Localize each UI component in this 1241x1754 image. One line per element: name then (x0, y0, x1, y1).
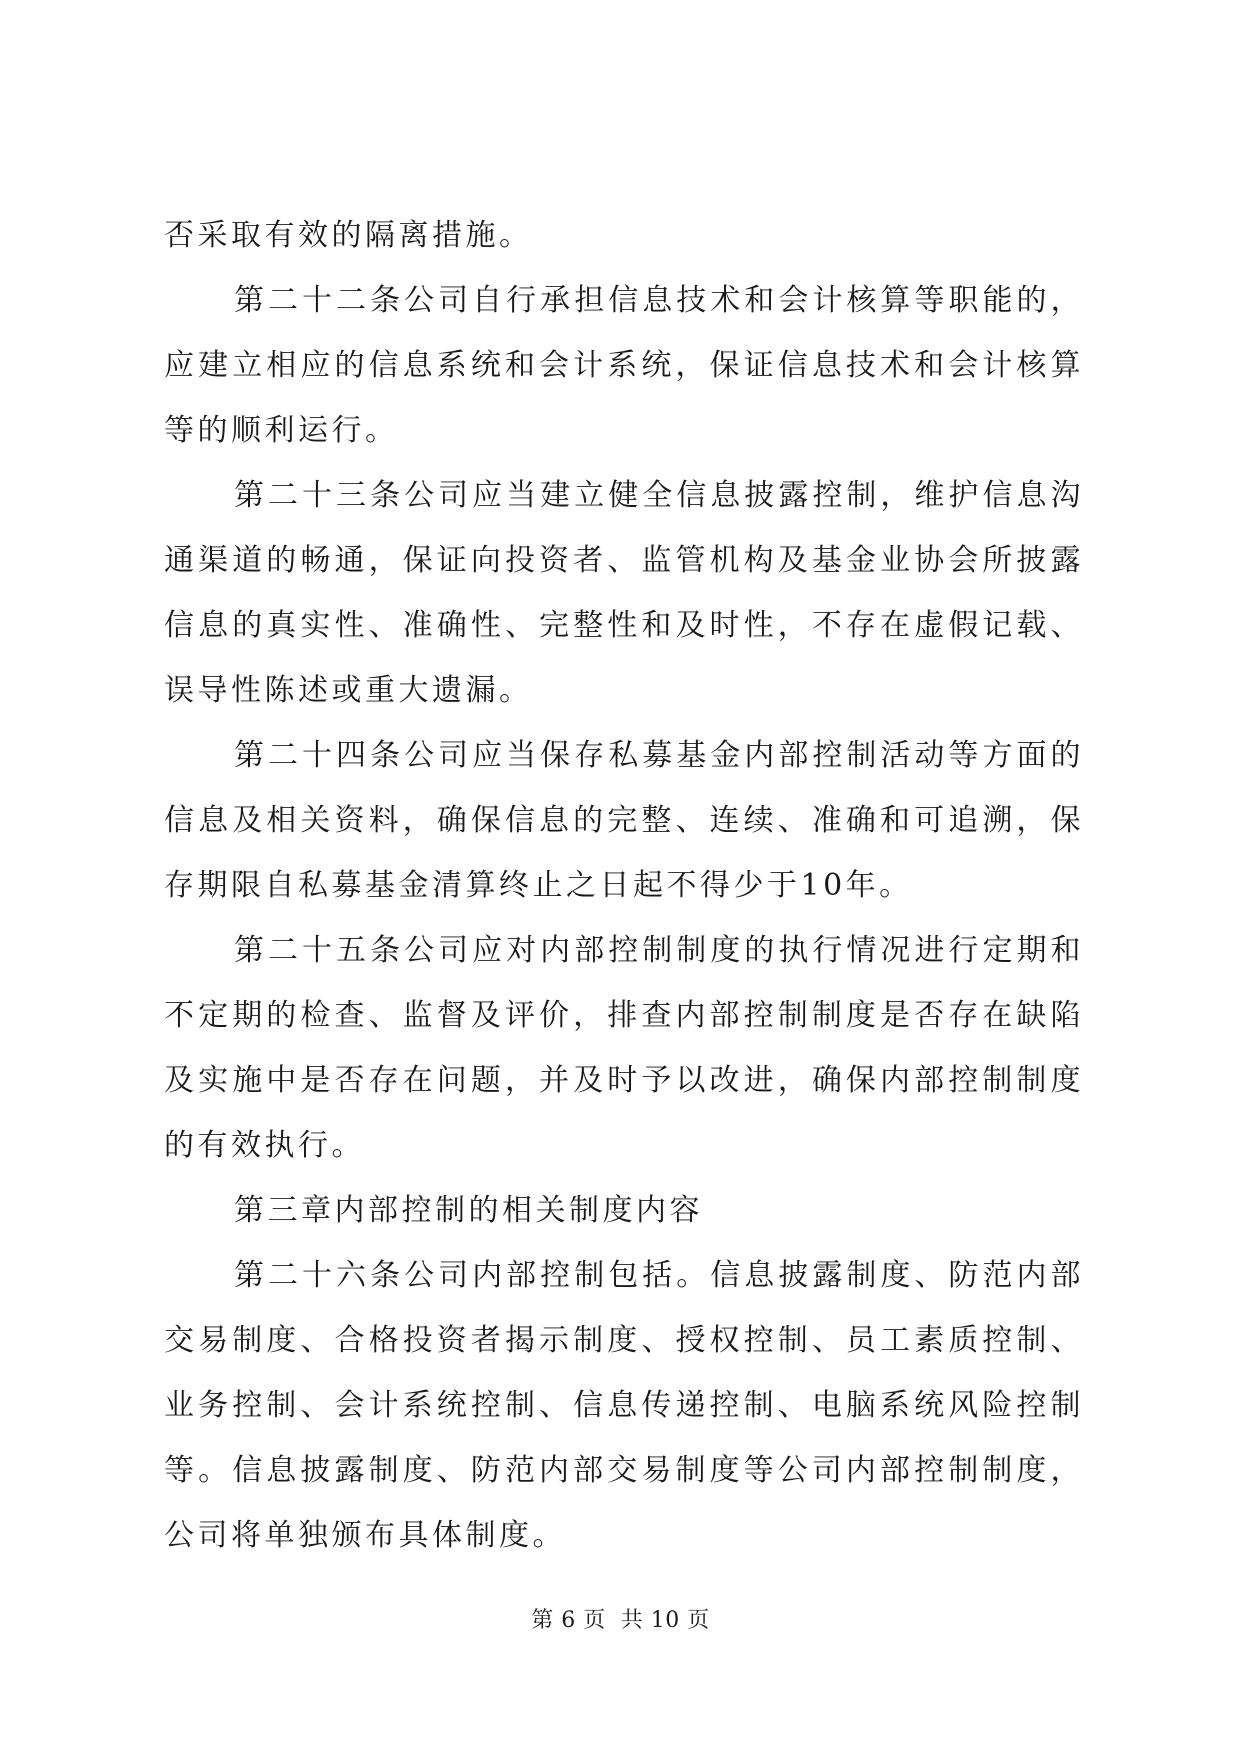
document-body (164, 203, 1084, 1568)
paragraph-article-24: 第二十四条公司应当保存私募基金内部控制活动等方面的信息及相关资料，确保信息的完整、连续、准确和可追溯，保存期限自私募基金清算终止之日起不得少于10年。 (164, 738, 1084, 903)
paragraph-article-23: 第二十三条公司应当建立健全信息披露控制，维护信息沟通渠道的畅通，保证向投资者、监管机构及基金业协会所披露信息的真实性、准确性、完整性和及时性，不存在虚假记载、误导性陈述或重大遗漏。 (164, 478, 1084, 708)
chapter-heading: 第三章内部控制的相关制度内容 (234, 1193, 703, 1228)
paragraph-article-25: 第二十五条公司应对内部控制制度的执行情况进行定期和不定期的检查、监督及评价，排查内部控制制度是否存在缺陷及实施中是否存在问题，并及时予以改进，确保内部控制制度的有效执行。 (164, 933, 1084, 1163)
paragraph-article-22: 第二十二条公司自行承担信息技术和会计核算等职能的，应建立相应的信息系统和会计系统，保证信息技术和会计核算等的顺利运行。 (164, 283, 1084, 448)
paragraph-article-26: 第二十六条公司内部控制包括。信息披露制度、防范内部交易制度、合格投资者揭示制度、授权控制、员工素质控制、业务控制、会计系统控制、信息传递控制、电脑系统风险控制等。信息披露制度、防范内部交易制度等公司内部控制制度，公司将单独颁布具体制度。 (164, 1258, 1084, 1553)
page-footer: 第 6 页 共 10 页 (531, 1608, 710, 1633)
paragraph-continuation: 否采取有效的隔离措施。 (164, 218, 533, 253)
